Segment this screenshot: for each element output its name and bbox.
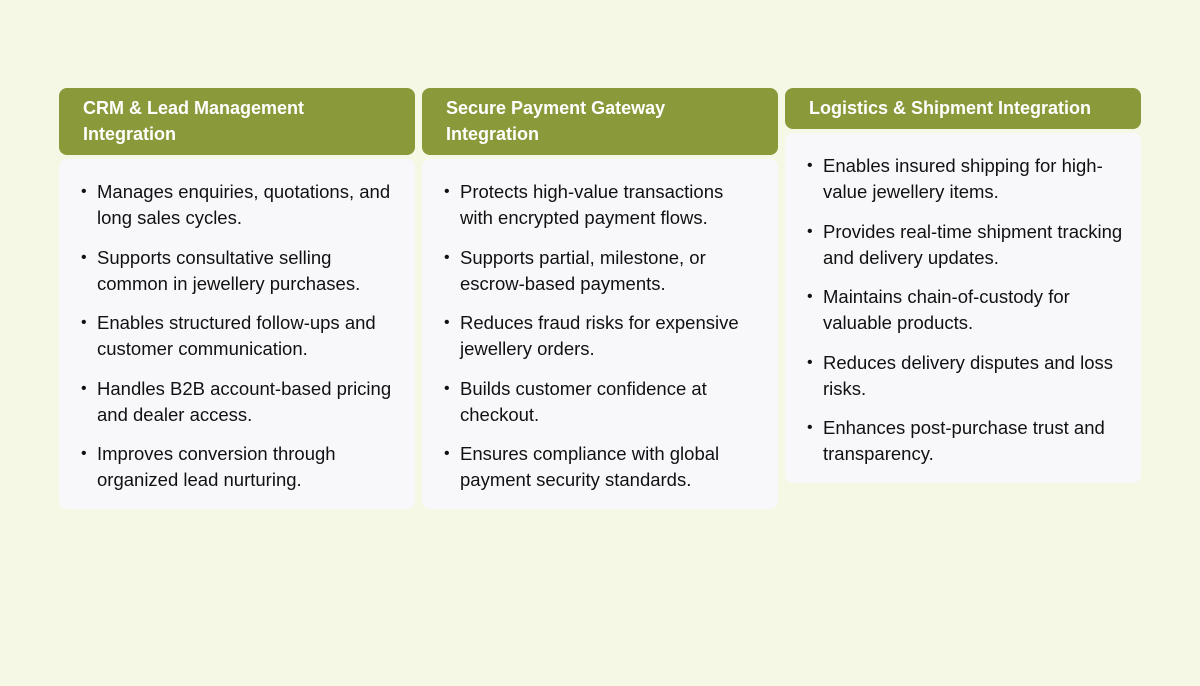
card-title: CRM & Lead Management Integration — [59, 88, 415, 155]
list-item-text: Supports consultative selling common in jewellery purchases. — [97, 246, 361, 294]
list-item-text: Maintains chain-of-custody for valuable products. — [823, 286, 1070, 333]
list-item-text: Enables structured follow-ups and customer communication. — [97, 312, 376, 359]
list-item — [807, 415, 1123, 467]
bullet-icon: • — [81, 314, 87, 331]
list-item-text: Enhances post-purchase trust and transparency. — [823, 417, 1105, 464]
list-item — [444, 441, 760, 493]
bullet-icon: • — [81, 183, 87, 200]
list-item-text: Manages enquiries, quotations, and long sales cycles. — [97, 181, 391, 228]
list-item — [81, 441, 397, 493]
integration-cards — [59, 88, 1142, 509]
card-body — [59, 159, 415, 509]
card-logistics — [785, 88, 1141, 483]
list-item — [81, 376, 397, 428]
bullet-icon: • — [807, 419, 813, 436]
bullet-icon: • — [81, 445, 87, 462]
list-item — [81, 245, 397, 297]
bullet-icon: • — [807, 157, 813, 174]
card-crm — [59, 88, 415, 509]
list-item-text: Reduces fraud risks for expensive jewellery orders. — [460, 312, 739, 359]
list-item-text: Provides real-time shipment tracking and delivery updates. — [823, 220, 1123, 268]
list-item — [444, 310, 760, 362]
list-item — [444, 245, 760, 297]
list-item — [807, 350, 1123, 402]
bullet-icon: • — [444, 379, 450, 397]
bullet-icon: • — [444, 183, 450, 200]
list-item — [444, 376, 760, 428]
bullet-icon: • — [444, 248, 450, 266]
list-item — [81, 310, 397, 362]
list-item — [807, 284, 1123, 336]
list-item-text: Handles B2B account-based pricing and dealer access. — [97, 377, 392, 425]
bullet-icon: • — [81, 248, 87, 266]
bullet-icon: • — [81, 379, 87, 397]
list-item-text: Reduces delivery disputes and loss risks. — [823, 351, 1113, 399]
list-item-text: Builds customer confidence at checkout. — [460, 377, 707, 425]
list-item-text: Ensures compliance with global payment security standards. — [460, 443, 720, 490]
bullet-icon: • — [807, 288, 813, 305]
bullet-icon: • — [444, 445, 450, 462]
feature-list — [807, 153, 1123, 467]
list-item-text: Enables insured shipping for high-value jewellery items. — [823, 155, 1103, 202]
card-body — [422, 159, 778, 509]
list-item-text: Supports partial, milestone, or escrow-based payments. — [460, 246, 706, 294]
card-payment — [422, 88, 778, 509]
bullet-icon: • — [444, 314, 450, 331]
feature-list — [444, 179, 760, 493]
bullet-icon: • — [807, 353, 813, 371]
list-item — [807, 219, 1123, 271]
card-title: Secure Payment Gateway Integration — [422, 88, 778, 155]
feature-list — [81, 179, 397, 493]
list-item — [444, 179, 760, 231]
card-title: Logistics & Shipment Integration — [785, 88, 1141, 129]
list-item-text: Protects high-value transactions with encrypted payment flows. — [460, 181, 724, 228]
list-item — [81, 179, 397, 231]
card-body — [785, 133, 1141, 483]
bullet-icon: • — [807, 222, 813, 240]
list-item — [807, 153, 1123, 205]
list-item-text: Improves conversion through organized lead nurturing. — [97, 443, 336, 490]
